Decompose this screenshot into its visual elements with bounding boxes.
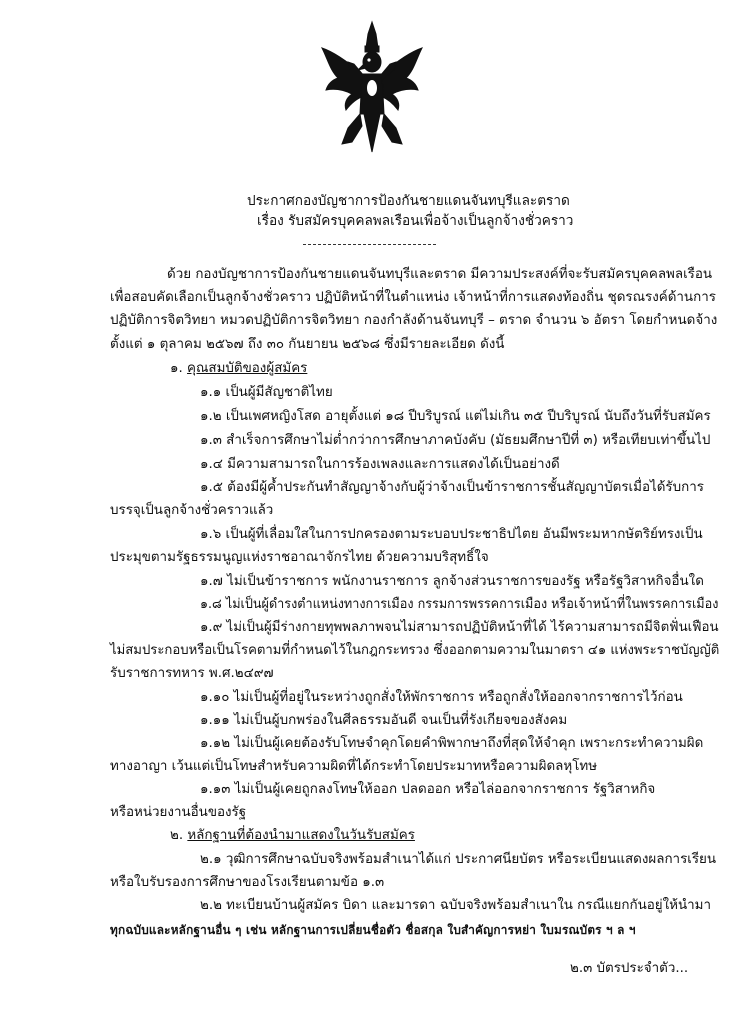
list-item-continued: หรือหน่วยงานอื่นของรัฐ [110,805,247,820]
intro-line: ปฏิบัติการจิตวิทยา หมวดปฏิบัติการจิตวิทยา กองกำลังด้านจันทบุรี – ตราด จำนวน ๖ อัตรา โดยกำหนดจ้าง [110,313,718,328]
list-item: ๑.๑๑ ไม่เป็นผู้บกพร่องในศีลธรรมอันดี จนเป็นที่รังเกียจของสังคม [200,713,568,728]
list-item: ๑.๗ ไม่เป็นข้าราชการ พนักงานราชการ ลูกจ้างส่วนราชการของรัฐ หรือรัฐวิสาหกิจอื่นใด [200,574,704,589]
next-page-catchword: ๒.๓ บัตรประจำตัว... [570,961,689,976]
list-item-continued: บรรจุเป็นลูกจ้างชั่วคราวแล้ว [110,503,274,518]
list-item: ๑.๔ มีความสามารถในการร้องเพลงและการแสดงได้เป็นอย่างดี [200,457,560,472]
list-item-continued: ทางอาญา เว้นแต่เป็นโทษสำหรับความผิดที่ได้กระทำโดยประมาทหรือความผิดลหุโทษ [110,759,598,774]
list-item: ๒.๒ ทะเบียนบ้านผู้สมัคร บิดา และมารดา ฉบับจริงพร้อมสำเนาใน กรณีแยกกันอยู่ให้นำมา [200,898,712,913]
garuda-emblem-icon [318,18,426,158]
list-item: ๑.๕ ต้องมีผู้ค้ำประกันทำสัญญาจ้างกับผู้ว่าจ้างเป็นข้าราชการชั้นสัญญาบัตรเมื่อได้รับการ [200,480,704,495]
intro-line: เพื่อสอบคัดเลือกเป็นลูกจ้างชั่วคราว ปฏิบัติหน้าที่ในตำแหน่ง เจ้าหน้าที่การแสดงท้องถิ่น ชุดรณรงค์ด้านการ [110,290,716,305]
list-item: ๑.๙ ไม่เป็นผู้มีร่างกายทุพพลภาพจนไม่สามารถปฏิบัติหน้าที่ได้ ไร้ความสามารถมีจิตฟั่นเฟือน [200,620,719,635]
list-item-continued: รับราชการทหาร พ.ศ.๒๔๙๗ [110,666,274,681]
section-1-number: ๑. [170,361,183,376]
list-item: ๒.๑ วุฒิการศึกษาฉบับจริงพร้อมสำเนาได้แก่ ประกาศนียบัตร หรือระเบียนแสดงผลการเรียน [200,852,717,867]
list-item: ๑.๒ เป็นเพศหญิงโสด อายุตั้งแต่ ๑๘ ปีบริบูรณ์ แต่ไม่เกิน ๓๕ ปีบริบูรณ์ นับถึงวันที่รับสมัคร [200,409,711,424]
list-item: ๑.๑๒ ไม่เป็นผู้เคยต้องรับโทษจำคุกโดยคำพิพากษาถึงที่สุดให้จำคุก เพราะกระทำความผิด [200,736,704,751]
list-item: ๑.๘ ไม่เป็นผู้ดำรงตำแหน่งทางการเมือง กรรมการพรรคการเมือง หรือเจ้าหน้าที่ในพรรคการเมือง [200,597,719,612]
section-2-number: ๒. [170,828,184,843]
list-item-continued: ทุกฉบับและหลักฐานอื่น ๆ เช่น หลักฐานการเปลี่ยนชื่อตัว ชื่อสกุล ใบสำคัญการหย่า ใบมรณบัตร ฯ ล ฯ [110,923,636,937]
section-2-heading [170,827,415,845]
section-1-title: คุณสมบัติของผู้สมัคร [187,361,308,376]
section-1-heading [170,360,307,378]
list-item: ๑.๑ เป็นผู้มีสัญชาติไทย [200,385,333,400]
intro-line: ด้วย กองบัญชาการป้องกันชายแดนจันทบุรีและตราด มีความประสงค์ที่จะรับสมัครบุคคลพลเรือน [167,267,713,282]
list-item: ๑.๓ สำเร็จการศึกษาไม่ต่ำกว่าการศึกษาภาคบังคับ (มัธยมศึกษาปีที่ ๓) หรือเทียบเท่าขึ้นไป [200,433,711,448]
section-2-title: หลักฐานที่ต้องนำมาแสดงในวันรับสมัคร [187,828,415,843]
list-item-continued: หรือใบรับรองการศึกษาของโรงเรียนตามข้อ ๑.๓ [110,875,385,890]
list-item: ๑.๖ เป็นผู้ที่เลื่อมใสในการปกครองตามระบอบประชาธิปไตย อันมีพระมหากษัตริย์ทรงเป็น [200,527,703,542]
title-divider [303,244,436,245]
doc-title-line-2: เรื่อง รับสมัครบุคคลพลเรือนเพื่อจ้างเป็นลูกจ้างชั่วคราว [257,213,574,229]
intro-line: ตั้งแต่ ๑ ตุลาคม ๒๕๖๗ ถึง ๓๐ กันยายน ๒๕๖๘ ซึ่งมีรายละเอียด ดังนี้ [110,337,505,352]
list-item-continued: ประมุขตามรัฐธรรมนูญแห่งราชอาณาจักรไทย ด้วยความบริสุทธิ์ใจ [110,550,489,565]
doc-title-line-1: ประกาศกองบัญชาการป้องกันชายแดนจันทบุรีและตราด [247,193,570,209]
list-item: ๑.๑๓ ไม่เป็นผู้เคยถูกลงโทษให้ออก ปลดออก หรือไล่ออกจากราชการ รัฐวิสาหกิจ [200,782,656,797]
list-item-continued: ไม่สมประกอบหรือเป็นโรคตามที่กำหนดไว้ในกฎกระทรวง ซึ่งออกตามความในมาตรา ๔๑ แห่งพระราชบัญญัติ [110,643,720,658]
list-item: ๑.๑๐ ไม่เป็นผู้ที่อยู่ในระหว่างถูกสั่งให้พักราชการ หรือถูกสั่งให้ออกจากราชการไว้ก่อน [200,690,683,705]
